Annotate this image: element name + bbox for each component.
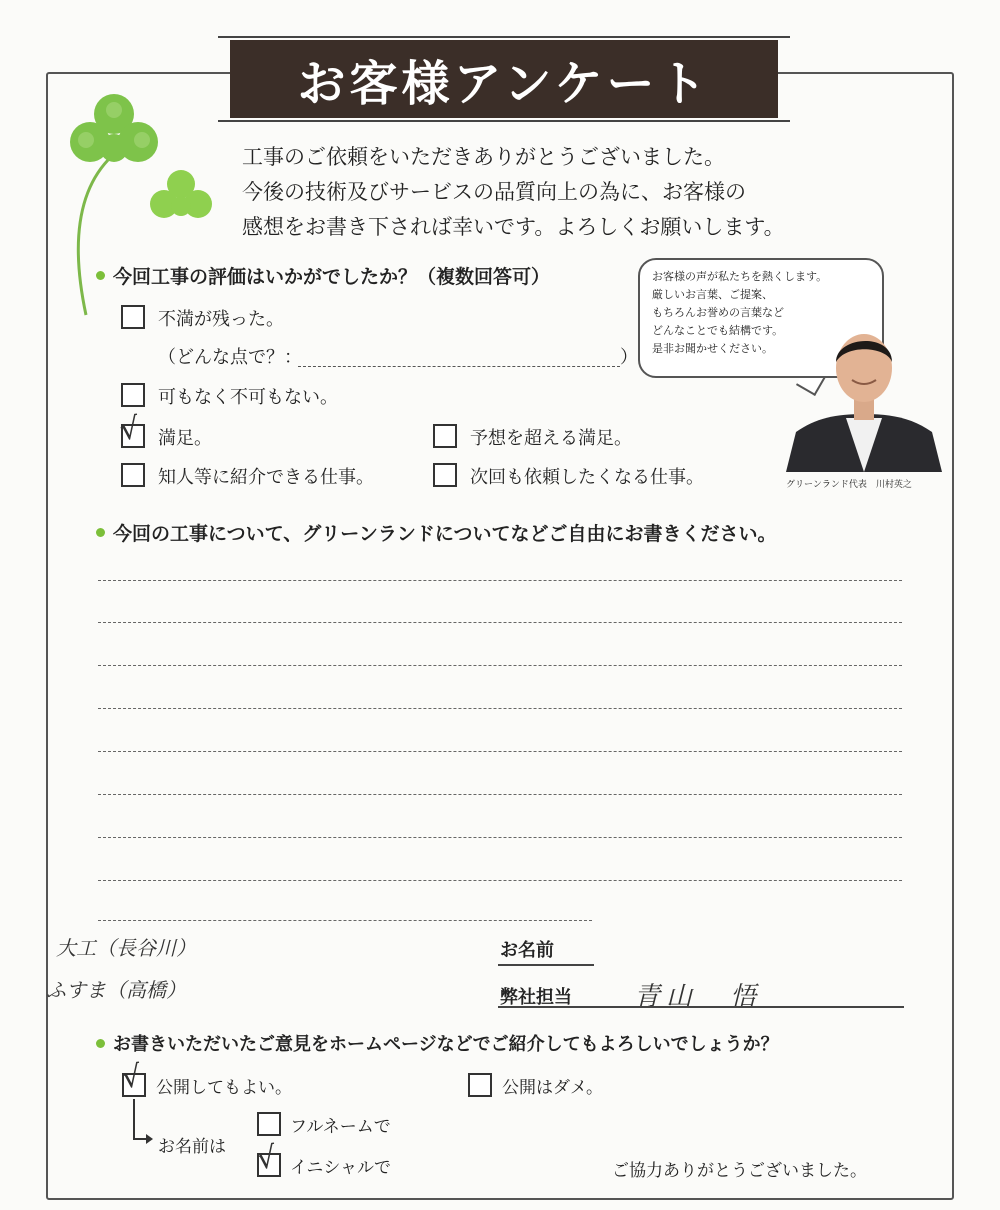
name-prompt: お名前は [158,1137,226,1157]
q3-heading [96,1030,779,1056]
q1-heading-text: 今回工事の評価はいかがでしたか？（複数回答可） [113,266,551,288]
comment-line[interactable] [98,880,902,881]
checkmark-icon: √ [117,410,142,449]
staff-underline [498,1006,904,1008]
page-title: お客様アンケート [232,42,776,116]
handwritten-note-1: 大工（長谷川） [56,936,196,960]
checkmark-icon: √ [254,1139,279,1178]
detail-prompt: （どんな点で？： [158,347,302,368]
bubble-line: どんなことでも結構です。 [652,324,784,337]
q1-heading [96,262,550,289]
representative-photo [786,322,942,472]
bubble-line: お客様の声が私たちを熱くします。 [652,270,828,283]
photo-caption: グリーンランド代表 川村英之 [786,480,912,490]
staff-label: 弊社担当 [500,987,572,1008]
intro-text [242,140,785,245]
intro-line: 工事のご依頼をいただきありがとうございました。 [242,145,725,169]
bullet-icon [96,271,105,280]
bullet-icon [96,528,105,537]
checkbox-fullname[interactable] [257,1112,281,1136]
label-initial: イニシャルで [290,1158,391,1178]
comment-line[interactable] [98,920,592,921]
bullet-icon [96,1039,105,1048]
name-underline [498,964,594,966]
checkbox-again[interactable] [433,463,457,487]
name-label: お名前 [500,940,554,961]
label-publish-ok: 公開してもよい。 [156,1078,292,1098]
comment-line[interactable] [98,580,902,581]
checkbox-unsatisfied[interactable] [121,305,145,329]
label-recommend: 知人等に紹介できる仕事。 [158,467,374,488]
handwritten-note-2: ふすま（高橋） [46,978,186,1002]
label-beyond: 予想を超える満足。 [470,428,632,449]
clover-stem-icon [60,150,120,320]
detail-input-line[interactable] [298,366,620,367]
label-neutral: 可もなく不可もない。 [158,387,338,408]
label-fullname: フルネームで [290,1117,391,1137]
label-satisfied: 満足。 [158,428,212,449]
checkbox-recommend[interactable] [121,463,145,487]
q3-heading-text: お書きいただいたご意見をホームページなどでご紹介してもよろしいでしょうか？ [113,1034,779,1055]
comment-line[interactable] [98,751,902,752]
label-unsatisfied: 不満が残った。 [158,309,284,330]
bubble-line: もちろんお誉めの言葉など [652,306,784,319]
q2-heading-text: 今回の工事について、グリーンランドについてなどご自由にお書きください。 [113,523,777,545]
comment-line[interactable] [98,708,902,709]
staff-name: 青山 悟 [634,982,763,1012]
q2-heading [96,519,776,546]
comment-line[interactable] [98,794,902,795]
checkmark-icon: √ [119,1058,144,1097]
bubble-line: 是非お聞かせください。 [652,342,773,355]
clover-small-icon [146,168,216,234]
checkbox-publish-ng[interactable] [468,1073,492,1097]
comment-line[interactable] [98,665,902,666]
label-again: 次回も依頼したくなる仕事。 [470,467,704,488]
detail-close: ） [620,347,638,368]
checkbox-neutral[interactable] [121,383,145,407]
comment-line[interactable] [98,622,902,623]
comment-line[interactable] [98,837,902,838]
label-publish-ng: 公開はダメ。 [502,1078,603,1098]
checkbox-beyond[interactable] [433,424,457,448]
intro-line: 今後の技術及びサービスの品質向上の為に、お客様の [242,180,746,204]
intro-line: 感想をお書き下されば幸いです。よろしくお願いします。 [242,215,785,239]
bubble-line: 厳しいお言葉、ご提案、 [652,288,773,301]
thanks-text: ご協力ありがとうございました。 [612,1161,867,1181]
arrow-icon [128,1099,156,1145]
